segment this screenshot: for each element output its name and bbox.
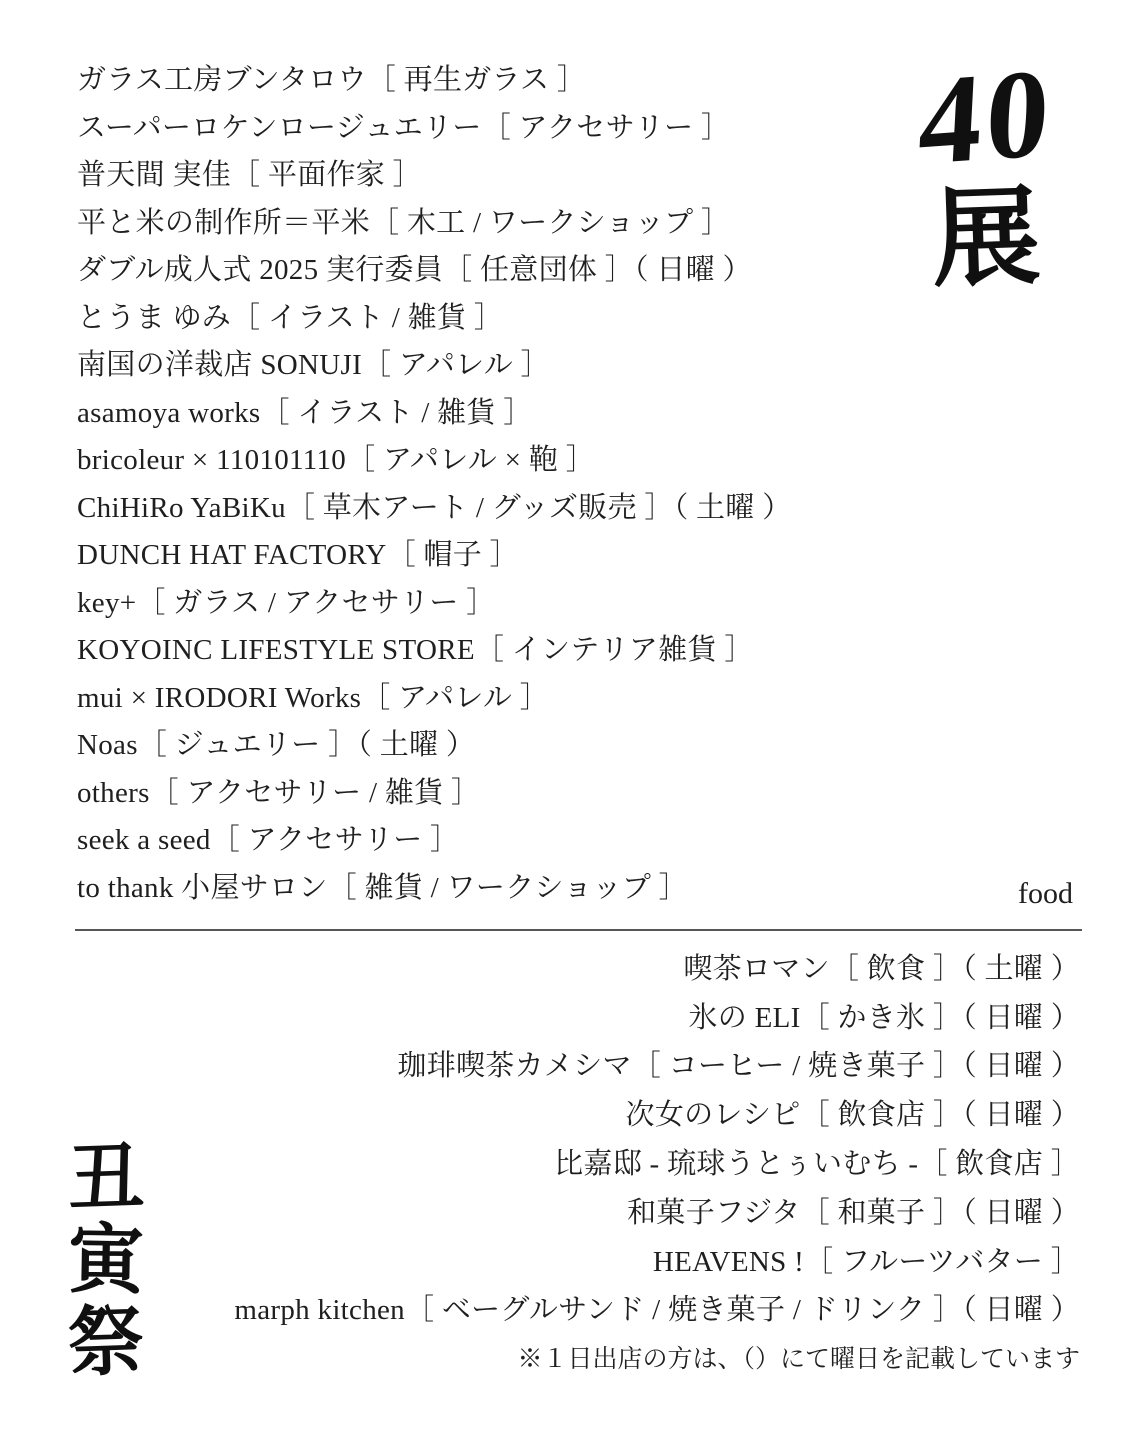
food-vendor-item: HEAVENS !［ フルーツバター ］ [652, 1245, 1080, 1278]
vendor-item: bricoleur × 110101110［ アパレル × 鞄 ］ [77, 444, 596, 477]
food-vendor-item: 氷の ELI［ かき氷 ］（ 日曜 ） [688, 1001, 1080, 1034]
vendor-item: DUNCH HAT FACTORY［ 帽子 ］ [77, 539, 519, 572]
vendor-item: others［ アクセサリー / 雑貨 ］ [77, 776, 481, 809]
section-divider [75, 929, 1082, 931]
vendor-list [77, 54, 792, 909]
title-number: 40 [915, 42, 1057, 193]
vendor-item: スーパーロケンロージュエリー［ アクセサリー ］ [77, 111, 731, 144]
food-vendor-item: 次女のレシピ［ 飲食店 ］（ 日曜 ） [625, 1099, 1080, 1132]
food-vendor-item: 喫茶ロマン［ 飲食 ］（ 土曜 ） [683, 952, 1080, 985]
event-title-stamp [898, 42, 1074, 301]
vendor-item: とうま ゆみ［ イラスト / 雑貨 ］ [77, 301, 504, 334]
vendor-item: mui × IRODORI Works［ アパレル ］ [77, 681, 550, 714]
vendor-item: 平と米の制作所＝平米［ 木工 / ワークショップ ］ [77, 206, 731, 239]
food-section-label: food [1018, 877, 1073, 910]
vendor-item: 南国の洋裁店 SONUJI［ アパレル ］ [77, 349, 550, 382]
vendor-item: KOYOINC LIFESTYLE STORE［ インテリア雑貨 ］ [77, 634, 754, 667]
festival-stamp-character: 祭 [66, 1299, 146, 1387]
vendor-item: ChiHiRo YaBiKu［ 草木アート / グッズ販売 ］（ 土曜 ） [77, 491, 792, 524]
food-vendor-item: marph kitchen［ ベーグルサンド / 焼き菓子 / ドリンク ］（ 日曜 ） [234, 1294, 1080, 1327]
festival-stamp-character: 寅 [67, 1218, 145, 1304]
vendor-item: ガラス工房ブンタロウ［ 再生ガラス ］ [77, 64, 587, 97]
food-vendor-item: 珈琲喫茶カメシマ［ コーヒー / 焼き菓子 ］（ 日曜 ） [397, 1050, 1080, 1083]
food-vendor-item: 和菓子フジタ［ 和菓子 ］（ 日曜 ） [627, 1196, 1080, 1229]
vendor-item: Noas［ ジュエリー ］（ 土曜 ） [77, 729, 476, 762]
title-suffix-kanji: 展 [929, 178, 1043, 301]
festival-name-stamp [56, 1135, 156, 1387]
vendor-item: asamoya works［ イラスト / 雑貨 ］ [77, 396, 533, 429]
food-vendor-item: 比嘉邸 - 琉球うとぅいむち -［ 飲食店 ］ [554, 1148, 1080, 1181]
vendor-item: to thank 小屋サロン［ 雑貨 / ワークショップ ］ [77, 871, 688, 904]
vendor-item: seek a seed［ アクセサリー ］ [77, 824, 460, 857]
festival-stamp-character: 丑 [66, 1135, 146, 1223]
food-vendor-list [234, 942, 1080, 1332]
vendor-item: ダブル成人式 2025 実行委員［ 任意団体 ］（ 日曜 ） [77, 254, 752, 287]
footnote: ※１日出店の方は、（）にて曜日を記載しています [517, 1346, 1080, 1374]
vendor-item: 普天間 実佳［ 平面作家 ］ [77, 159, 422, 192]
vendor-item: key+［ ガラス / アクセサリー ］ [77, 586, 496, 619]
